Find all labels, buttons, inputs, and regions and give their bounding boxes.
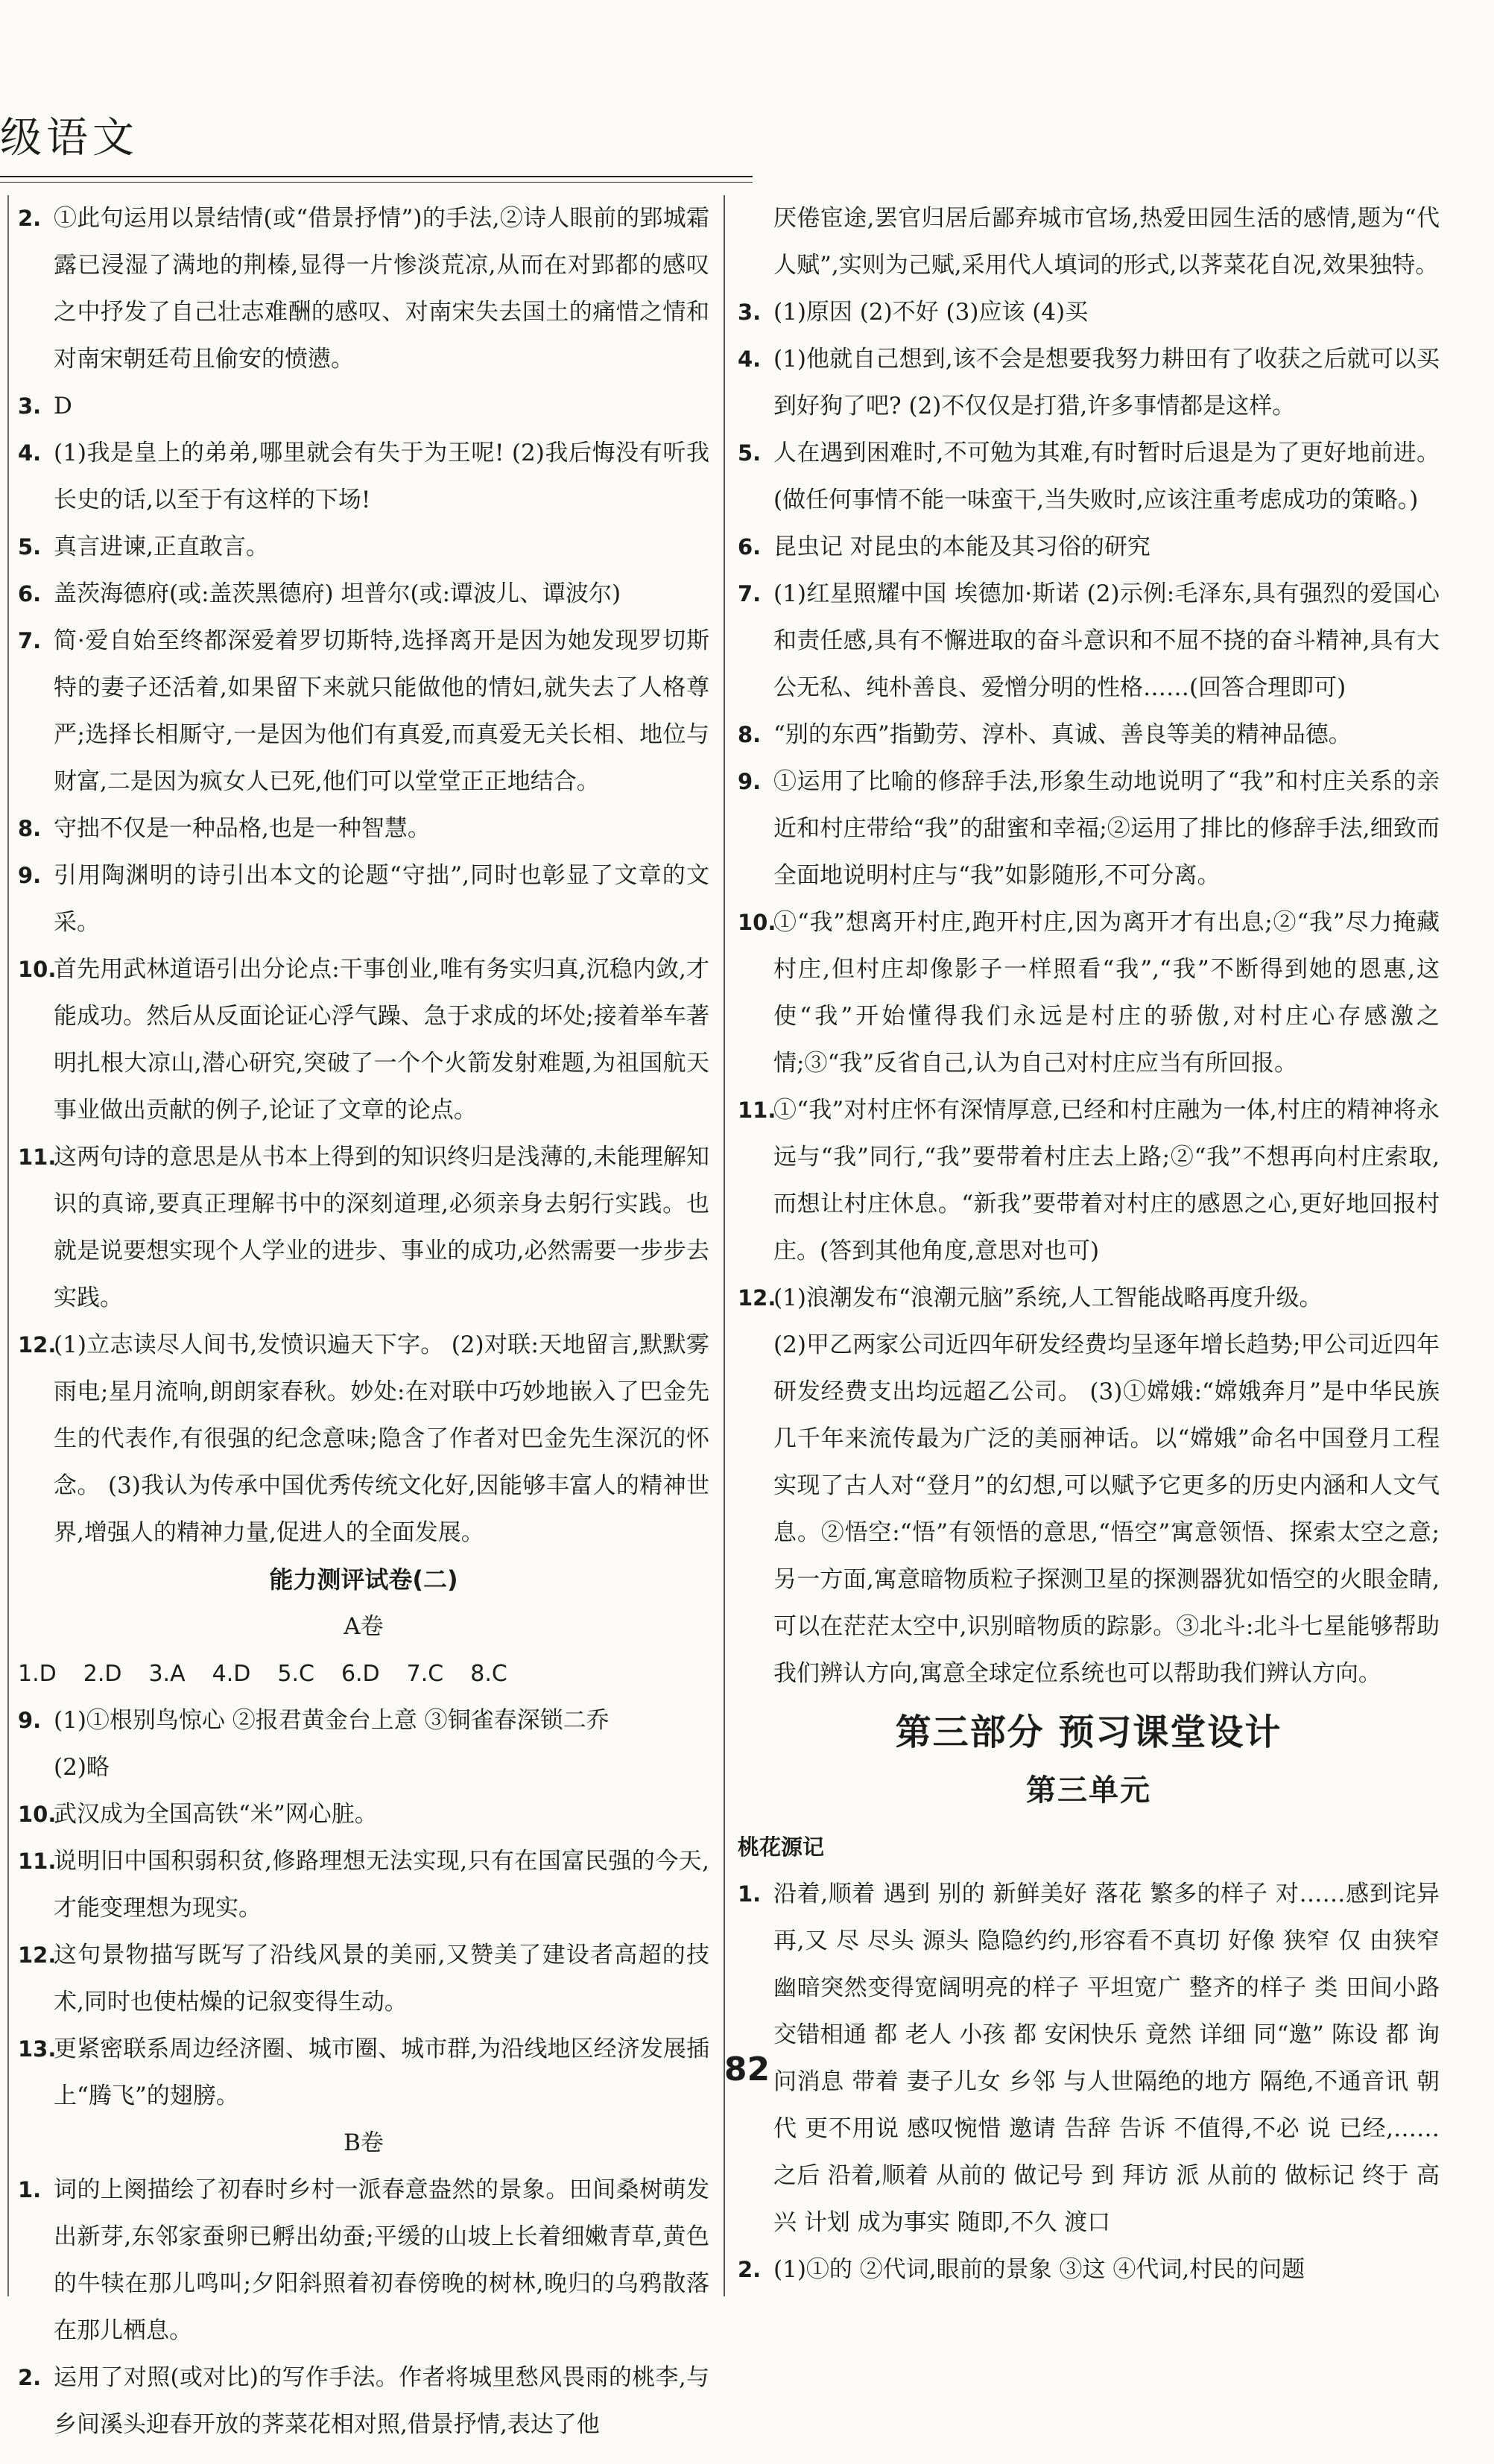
answer-text: 词的上阕描绘了初春时乡村一派春意盎然的景象。田间桑树萌发出新芽,东邻家蚕卵已孵出幼蚕;平缓的山坡上长着细嫩青草,黄色的牛犊在那儿鸣叫;夕阳斜照着初春傍晚的树林,晚归的乌鸦散落在那儿栖息。 — [54, 2176, 709, 2344]
answer-number: 2. — [738, 2257, 762, 2282]
answer-text: (1)浪潮发布“浪潮元脑”系统,人工智能战略再度升级。 — [773, 1285, 1323, 1311]
part-title: 第三部分 预习课堂设计 — [895, 1711, 1282, 1753]
answer-text: (2)甲乙两家公司近四年研发经费均呈逐年增长趋势;甲公司近四年研发经费支出均远超乙公司。 (3)①嫦娥:“嫦娥奔月”是中华民族几千年来流传最为广泛的美丽神话。以“嫦娥”命名中国登月工程实现了古人对“登月”的幻想,可以赋予它更多的历史内涵和人文气息。②悟空:“悟”有领悟的意思,“悟空”寓意领悟、探索太空之意;另一方面,寓意暗物质粒子探测卫星的探测器犹如悟空的火眼金睛,可以在茫茫太空中,识别暗物质的踪影。③北斗:北斗七星能够帮助我们辨认方向,寓意全球定位系统也可以帮助我们辨认方向。 — [773, 1331, 1440, 1687]
answer-number: 1. — [738, 1881, 762, 1907]
answer-number: 2. — [18, 2365, 42, 2390]
answer-continuation — [738, 195, 1440, 289]
answer-text: (1)①根别鸟惊心 ②报君黄金台上意 ③铜雀春深锁二乔 — [54, 1707, 610, 1734]
answer-number: 8. — [18, 816, 42, 841]
answer-text: (1)原因 (2)不好 (3)应该 (4)买 — [773, 299, 1089, 326]
answer-text: 更紧密联系周边经济圈、城市圈、城市群,为沿线地区经济发展插上“腾飞”的翅膀。 — [54, 2036, 709, 2109]
answer-text: (1)①的 ②代词,眼前的景象 ③这 ④代词,村民的问题 — [773, 2256, 1305, 2283]
mc-answer: 2.D — [83, 1661, 122, 1687]
answer-text: D — [54, 393, 72, 419]
answer-item — [18, 946, 709, 1134]
answer-number: 3. — [738, 300, 762, 325]
answer-number: 12. — [18, 1332, 57, 1358]
answer-text: 引用陶渊明的诗引出本文的论题“守拙”,同时也彰显了文章的文采。 — [54, 862, 709, 936]
answer-text: ①此句运用以景结情(或“借景抒情”)的手法,②诗人眼前的郢城霜露已浸湿了满地的荆榛,显得一片惨淡荒凉,从而在对郢都的感叹之中抒发了自己壮志难酬的感叹、对南宋失去国土的痛惜之情和对南宋朝廷苟且偷安的愤懑。 — [54, 205, 709, 373]
answer-number: 3. — [18, 393, 42, 419]
answer-item — [738, 524, 1440, 571]
answer-item — [18, 383, 709, 430]
answer-text: 运用了对照(或对比)的写作手法。作者将城里愁风畏雨的桃李,与乡间溪头迎春开放的荠菜花相对照,借景抒情,表达了他 — [54, 2364, 709, 2438]
answer-item — [738, 571, 1440, 712]
answer-item — [738, 1087, 1440, 1275]
answer-item — [18, 571, 709, 618]
mc-answer: 4.D — [212, 1661, 251, 1687]
answer-number: 12. — [738, 1285, 776, 1311]
answer-item — [18, 524, 709, 571]
mc-answer: 1.D — [18, 1661, 57, 1687]
answer-number: 5. — [738, 440, 762, 466]
part-b-label: B卷 — [344, 2129, 384, 2156]
answer-number: 11. — [738, 1098, 776, 1123]
answer-item — [18, 1134, 709, 1322]
answer-number: 4. — [18, 440, 42, 466]
mc-answer: 7.C — [406, 1661, 444, 1687]
header-rule — [0, 176, 753, 177]
answer-text: (1)立志读尽人间书,发愤识遍天下字。 (2)对联:天地留言,默默雾雨电;星月流响,朗朗家春秋。妙处:在对联中巧妙地嵌入了巴金先生的代表作,有很强的纪念意味;隐含了作者对巴金先生深沉的怀念。 (3)我认为传承中国优秀传统文化好,因能够丰富人的精神世界,增强人的精神力量,促进人的全面发展。 — [54, 1331, 709, 1546]
answer-item — [18, 2354, 709, 2448]
left-margin-line — [7, 195, 9, 2296]
answer-number: 8. — [738, 722, 762, 747]
answer-text: 沿着,顺着 遇到 别的 新鲜美好 落花 繁多的样子 对……感到诧异 再,又 尽 尽头 源头 隐隐约约,形容看不真切 好像 狭窄 仅 由狭窄幽暗突然变得宽阔明亮的样子 平坦宽广 整齐的样子 类 田间小路 交错相通 都 老人 小孩 都 安闲快乐 竟然 详细 同“邀” 陈设 都 询问消息 带着 妻子儿女 乡邻 与人世隔绝的地方 隔绝,不通音讯 朝代 更不用说 感叹惋惜 邀请 告辞 告诉 不值得,不必 说 已经,……之后 沿着,顺着 从前的 做记号 到 拜访 派 从前的 做标记 终于 高兴 计划 成为事实 随即,不久 渡口 — [773, 1881, 1440, 2236]
answer-text: (1)他就自己想到,该不会是想要我努力耕田有了收获之后就可以买到好狗了吧? (2)不仅仅是打猎,许多事情都是这样。 — [773, 346, 1440, 419]
answer-item — [18, 1744, 709, 1791]
answer-text: (2)略 — [54, 1754, 110, 1781]
answer-text: 首先用武林道语引出分论点:干事创业,唯有务实归真,沉稳内敛,才能成功。然后从反面论证心浮气躁、急于求成的坏处;接着举车著明扎根大凉山,潜心研究,突破了一个个火箭发射难题,为祖国航天事业做出贡献的例子,论证了文章的论点。 — [54, 956, 709, 1124]
mc-answer: 3.A — [148, 1661, 186, 1687]
answer-item — [738, 2246, 1440, 2293]
answer-item — [738, 758, 1440, 899]
answer-number: 2. — [18, 206, 42, 231]
mc-answer: 5.C — [277, 1661, 314, 1687]
answer-number: 5. — [18, 534, 42, 560]
answer-item — [18, 195, 709, 383]
answer-text: (1)红星照耀中国 埃德加·斯诺 (2)示例:毛泽东,具有强烈的爱国心和责任感,具有不懈进取的奋斗意识和不屈不挠的奋斗精神,具有大公无私、纯朴善良、爱憎分明的性格……(回答合理即可) — [773, 580, 1440, 701]
answer-number: 11. — [18, 1849, 57, 1874]
answer-item — [738, 899, 1440, 1087]
answer-item — [18, 1322, 709, 1556]
answer-number: 4. — [738, 346, 762, 372]
answer-item — [18, 2167, 709, 2354]
part-a-label: A卷 — [344, 1613, 384, 1640]
answer-number: 11. — [18, 1144, 57, 1170]
answer-text: 厌倦宦途,罢官归居后鄙弃城市官场,热爱田园生活的感情,题为“代人赋”,实则为己赋,采用代人填词的形式,以荠菜花自况,效果独特。 — [773, 205, 1440, 279]
mc-answer: 6.D — [341, 1661, 380, 1687]
column-divider — [724, 195, 725, 2296]
answer-number: 10. — [18, 957, 57, 982]
answer-item — [18, 805, 709, 852]
answer-item — [738, 430, 1440, 524]
mc-answer: 8.C — [470, 1661, 507, 1687]
answer-text: “别的东西”指勤劳、淳朴、真诚、善良等美的精神品德。 — [773, 721, 1352, 748]
answer-text: 简·爱自始至终都深爱着罗切斯特,选择离开是因为她发现罗切斯特的妻子还活着,如果留下来就只能做他的情妇,就失去了人格尊严;选择长相厮守,一是因为他们有真爱,而真爱无关长相、地位与财富,二是因为疯女人已死,他们可以堂堂正正地结合。 — [54, 627, 709, 795]
answer-text: 昆虫记 对昆虫的本能及其习俗的研究 — [773, 533, 1150, 560]
answer-item — [738, 1322, 1440, 1697]
answer-text: 武汉成为全国高铁“米”网心脏。 — [54, 1801, 378, 1828]
answer-text: 这句景物描写既写了沿线风景的美丽,又赞美了建设者高超的技术,同时也使枯燥的记叙变得生动。 — [54, 1942, 709, 2015]
answer-number: 9. — [18, 863, 42, 888]
answer-number: 13. — [18, 2036, 57, 2062]
answer-number: 10. — [18, 1802, 57, 1827]
answer-number: 9. — [18, 1708, 42, 1733]
page-number: 82 — [724, 2050, 770, 2088]
answer-number: 6. — [18, 581, 42, 607]
answer-number: 10. — [738, 910, 776, 935]
answer-number: 1. — [18, 2177, 42, 2202]
answer-item — [18, 1791, 709, 1838]
unit-title: 第三单元 — [1026, 1773, 1151, 1808]
answer-item — [18, 1697, 709, 1744]
section-title: 能力测评试卷(二) — [269, 1565, 458, 1594]
answer-item — [18, 618, 709, 805]
answer-item — [738, 336, 1440, 430]
answer-text: ①“我”想离开村庄,跑开村庄,因为离开才有出息;②“我”尽力掩藏村庄,但村庄却像影子一样照看“我”,“我”不断得到她的恩惠,这使“我”开始懂得我们永远是村庄的骄傲,对村庄心存感激之情;③“我”反省自己,认为自己对村庄应当有所回报。 — [773, 909, 1440, 1077]
lesson-title: 桃花源记 — [738, 1834, 825, 1860]
answer-text: (1)我是皇上的弟弟,哪里就会有失于为王呢! (2)我后悔没有听我长史的话,以至于有这样的下场! — [54, 440, 709, 513]
answer-text: 真言进谏,正直敢言。 — [54, 533, 269, 560]
answer-text: 说明旧中国积弱积贫,修路理想无法实现,只有在国富民强的今天,才能变理想为现实。 — [54, 1848, 709, 1922]
header-rule-thin — [0, 182, 753, 183]
answer-number: 7. — [738, 581, 762, 607]
answer-text: 守拙不仅是一种品格,也是一种智慧。 — [54, 815, 431, 842]
mc-answers — [18, 1650, 709, 1697]
answer-item — [738, 712, 1440, 758]
right-column — [738, 195, 1440, 2293]
answer-item — [18, 1932, 709, 2026]
answer-number: 9. — [738, 769, 762, 794]
answer-item — [738, 1275, 1440, 1322]
answer-text: 盖茨海德府(或:盖茨黑德府) 坦普尔(或:谭波儿、谭波尔) — [54, 580, 621, 607]
answer-number: 7. — [18, 628, 42, 653]
answer-text: ①“我”对村庄怀有深情厚意,已经和村庄融为一体,村庄的精神将永远与“我”同行,“我”要带着村庄去上路;②“我”不想再向村庄索取,而想让村庄休息。“新我”要带着对村庄的感恩之心,更好地回报村庄。(答到其他角度,意思对也可) — [773, 1097, 1440, 1264]
answer-number: 6. — [738, 534, 762, 560]
header-title: 级语文 — [0, 114, 139, 162]
answer-number: 12. — [18, 1942, 57, 1968]
answer-text: 这两句诗的意思是从书本上得到的知识终归是浅薄的,未能理解知识的真谛,要真正理解书中的深刻道理,必须亲身去躬行实践。也就是说要想实现个人学业的进步、事业的成功,必然需要一步步去实践。 — [54, 1144, 709, 1311]
answer-item — [18, 430, 709, 524]
answer-item — [738, 289, 1440, 336]
left-column — [18, 195, 709, 2448]
answer-item — [18, 852, 709, 946]
answer-item — [18, 1838, 709, 1932]
answer-text: ①运用了比喻的修辞手法,形象生动地说明了“我”和村庄关系的亲近和村庄带给“我”的甜蜜和幸福;②运用了排比的修辞手法,细致而全面地说明村庄与“我”如影随形,不可分离。 — [773, 768, 1440, 889]
answer-text: 人在遇到困难时,不可勉为其难,有时暂时后退是为了更好地前进。(做任何事情不能一味蛮干,当失败时,应该注重考虑成功的策略。) — [773, 440, 1440, 513]
